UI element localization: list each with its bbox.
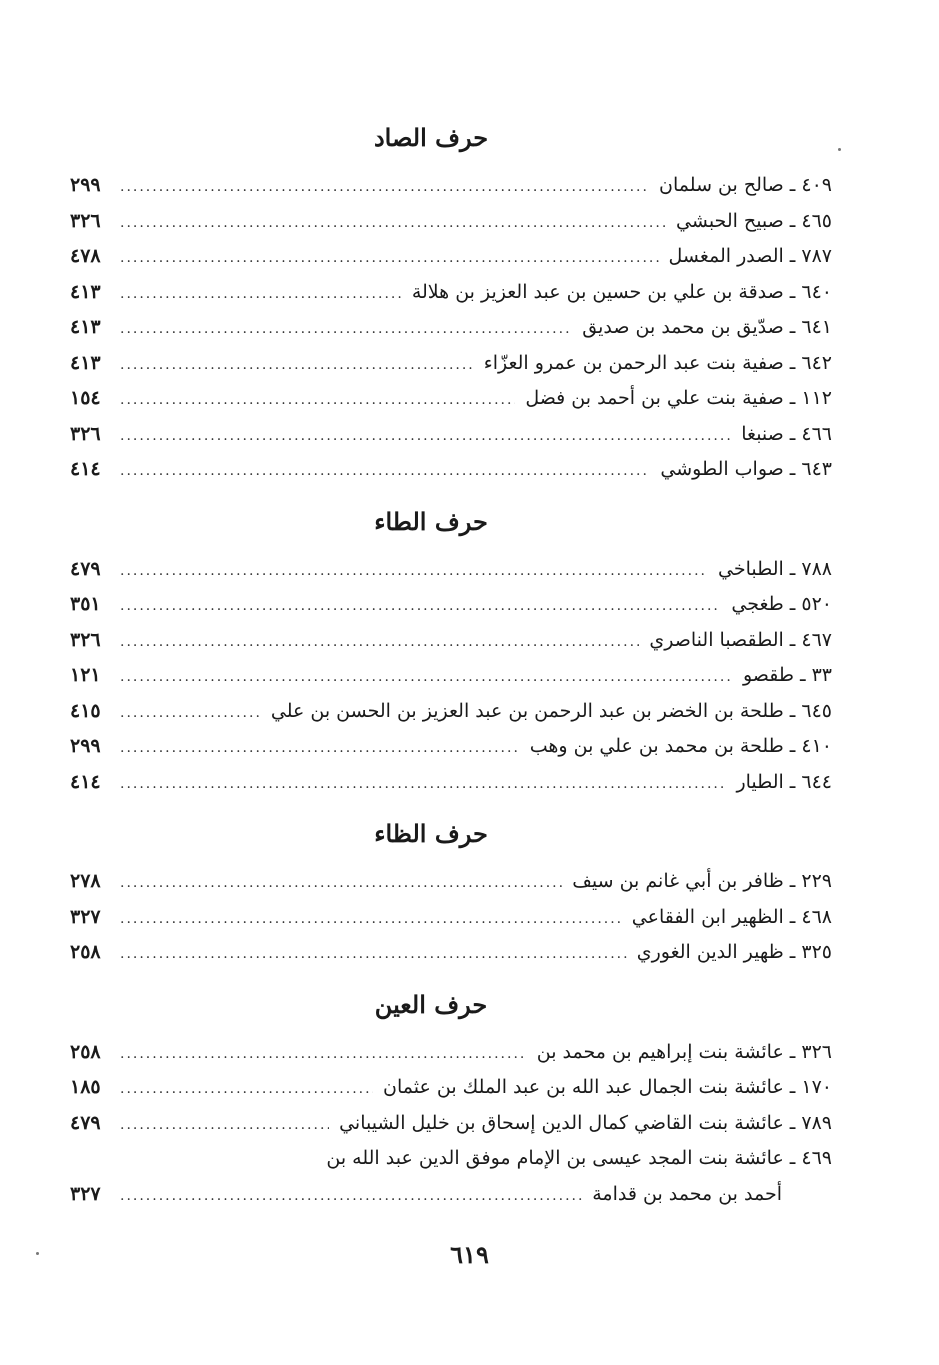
index-entry xyxy=(70,694,832,730)
entry-page-number: ٣٥١ xyxy=(70,593,101,615)
entry-number: ٦٤٥ xyxy=(801,699,832,722)
index-entry xyxy=(70,310,832,346)
entry-number: ٦٤١ xyxy=(801,316,832,338)
dot-leader xyxy=(120,866,562,902)
index-entry xyxy=(70,168,832,204)
dot-leader xyxy=(120,937,627,973)
entry-separator: ـ xyxy=(789,593,796,615)
scan-speck xyxy=(838,148,841,151)
entry-separator: ـ xyxy=(789,1147,796,1169)
dot-leader xyxy=(120,902,622,938)
entry-name: الصدر المغسل xyxy=(668,245,784,267)
entry-page-number: ٤٧٩ xyxy=(70,1111,101,1134)
entry-separator: ـ xyxy=(789,699,796,722)
entry-page-number: ١٢١ xyxy=(70,664,101,686)
entry-separator: ـ xyxy=(789,387,796,409)
index-entry xyxy=(70,452,832,488)
entry-name: صفية بنت علي بن أحمد بن فضل xyxy=(525,387,784,409)
dot-leader xyxy=(120,312,572,348)
entry-page-number: ٤١٥ xyxy=(70,699,101,722)
entry-separator: ـ xyxy=(789,1076,796,1098)
entry-separator: ـ xyxy=(789,316,796,338)
dot-leader xyxy=(120,1072,373,1108)
entry-number: ٣٢٥ xyxy=(801,941,832,963)
entry-number: ٤٦٥ xyxy=(801,209,832,232)
dot-leader xyxy=(120,1108,329,1144)
index-entry xyxy=(70,658,832,694)
entry-number: ٤٦٦ xyxy=(801,422,832,445)
index-entry xyxy=(70,552,832,588)
entry-page-number: ٤١٣ xyxy=(70,351,101,374)
entry-page-number: ٤٧٨ xyxy=(70,245,101,267)
index-entry xyxy=(70,239,832,275)
entry-name: طقصو xyxy=(742,664,794,686)
index-entry xyxy=(70,935,832,971)
section-title: حرف الظاء xyxy=(374,819,488,848)
dot-leader xyxy=(120,625,639,661)
entry-name: صدقة بن علي بن حسين بن عبد العزيز بن هلالة xyxy=(411,280,784,303)
entry-number: ٦٤٠ xyxy=(801,280,832,303)
entry-name: صالح بن سلمان xyxy=(659,174,784,196)
entry-name: الطيار xyxy=(736,770,784,793)
entry-separator: ـ xyxy=(789,1111,796,1134)
entry-separator: ـ xyxy=(789,770,796,793)
section-entries xyxy=(70,864,832,971)
entry-separator: ـ xyxy=(789,422,796,445)
entry-separator: ـ xyxy=(789,209,796,232)
entry-separator: ـ xyxy=(789,870,796,892)
entry-name: طلحة بن محمد بن علي بن وهب xyxy=(529,735,784,757)
index-entry xyxy=(70,765,832,801)
dot-leader xyxy=(120,454,650,490)
entry-separator: ـ xyxy=(789,351,796,374)
index-entry xyxy=(70,864,832,900)
entry-number: ٣٣ xyxy=(811,664,832,686)
entry-name: ظهير الدين الغوري xyxy=(636,941,784,963)
entry-page-number: ٢٥٨ xyxy=(70,941,101,963)
entry-number: ٦٤٢ xyxy=(801,351,832,374)
dot-leader xyxy=(120,170,649,206)
index-entry xyxy=(70,417,832,453)
entry-name: الظهير ابن الفقاعي xyxy=(631,905,784,928)
index-entry xyxy=(70,587,832,623)
section-title: حرف العين xyxy=(374,989,488,1019)
entry-page-number: ٢٩٩ xyxy=(70,735,101,757)
dot-leader xyxy=(120,277,402,313)
index-entry xyxy=(70,1177,832,1211)
entry-page-number: ١٨٥ xyxy=(70,1076,101,1098)
entry-name: عائشة بنت المجد عيسى بن الإمام موفق الدين عبد الله بن xyxy=(326,1147,784,1169)
entry-name: ظافر بن أبي غانم بن سيف xyxy=(572,870,784,892)
entry-separator: ـ xyxy=(789,174,796,196)
index-entry xyxy=(70,1106,832,1142)
dot-leader xyxy=(120,696,261,732)
entry-number: ٤٠٩ xyxy=(801,174,832,196)
index-entry xyxy=(70,729,832,765)
entry-name: طلحة بن الخضر بن عبد الرحمن بن عبد العزيز بن الحسن بن علي xyxy=(270,699,784,722)
entry-number: ٤٦٧ xyxy=(801,628,832,651)
entry-name: صدّيق بن محمد بن صديق xyxy=(582,316,784,338)
dot-leader xyxy=(120,1179,582,1213)
entry-page-number: ٢٥٨ xyxy=(70,1040,101,1063)
entry-name: الطباخي xyxy=(718,557,784,580)
entry-page-number: ٤٧٩ xyxy=(70,557,101,580)
entry-name: صواب الطوشي xyxy=(660,458,784,480)
dot-leader xyxy=(120,348,474,384)
entry-number: ٧٨٧ xyxy=(801,245,832,267)
entry-number: ٦٤٤ xyxy=(801,770,832,793)
entry-separator: ـ xyxy=(789,245,796,267)
entry-number: ٣٢٦ xyxy=(801,1040,832,1063)
entry-number: ٦٤٣ xyxy=(801,458,832,480)
page-number: ٦١٩ xyxy=(450,1240,489,1269)
entry-number: ١١٢ xyxy=(801,387,832,409)
entry-name: طغجي xyxy=(731,593,784,615)
dot-leader xyxy=(120,589,721,625)
dot-leader xyxy=(120,1037,527,1073)
entry-separator: ـ xyxy=(789,458,796,480)
entry-name: صبيح الحبشي xyxy=(676,209,784,232)
entry-name: الطقصبا الناصري xyxy=(649,628,784,651)
index-entry xyxy=(70,275,832,311)
entry-name: أحمد بن محمد بن قدامة xyxy=(592,1182,782,1205)
entry-page-number: ٢٧٨ xyxy=(70,870,101,892)
section-title: حرف الطاء xyxy=(374,506,488,536)
section-entries xyxy=(70,168,832,488)
entry-separator: ـ xyxy=(789,557,796,580)
entry-name: عائشة بنت إبراهيم بن محمد بن xyxy=(536,1040,784,1063)
index-content xyxy=(70,118,832,1225)
entry-number: ٧٨٩ xyxy=(801,1111,832,1134)
entry-number: ٤١٠ xyxy=(801,735,832,757)
entry-page-number: ٣٢٧ xyxy=(70,905,101,928)
index-entry xyxy=(70,204,832,240)
dot-leader xyxy=(120,554,708,590)
entry-number: ٤٦٩ xyxy=(801,1147,832,1169)
entry-page-number: ٣٢٧ xyxy=(70,1182,101,1205)
dot-leader xyxy=(120,383,515,419)
entry-number: ٤٦٨ xyxy=(801,905,832,928)
dot-leader xyxy=(120,660,733,696)
index-entry xyxy=(70,346,832,382)
entry-number: ٧٨٨ xyxy=(801,557,832,580)
entry-name: عائشة بنت القاضي كمال الدين إسحاق بن خليل الشيباني xyxy=(339,1111,784,1134)
entry-page-number: ٤١٣ xyxy=(70,316,101,338)
dot-leader xyxy=(120,241,659,277)
entry-page-number: ٤١٣ xyxy=(70,280,101,303)
entry-separator: ـ xyxy=(789,280,796,303)
entry-number: ٢٢٩ xyxy=(801,870,832,892)
index-entry xyxy=(70,1035,832,1071)
index-entry xyxy=(70,1070,832,1106)
section-entries xyxy=(70,1035,832,1211)
entry-name: صفية بنت عبد الرحمن بن عمرو العزّاء xyxy=(483,351,784,374)
section-title: حرف الصاد xyxy=(373,123,489,152)
entry-page-number: ٣٢٦ xyxy=(70,422,101,445)
index-entry xyxy=(70,381,832,417)
dot-leader xyxy=(120,767,726,803)
entry-number: ٥٢٠ xyxy=(801,593,832,615)
index-entry xyxy=(70,623,832,659)
entry-separator: ـ xyxy=(789,735,796,757)
entry-name: صنبغا xyxy=(741,422,784,445)
entry-separator: ـ xyxy=(789,941,796,963)
entry-page-number: ٣٢٦ xyxy=(70,628,101,651)
index-entry xyxy=(70,1141,832,1177)
dot-leader xyxy=(120,419,731,455)
entry-page-number: ٣٢٦ xyxy=(70,209,101,232)
entry-separator: ـ xyxy=(789,1040,796,1063)
entry-number: ١٧٠ xyxy=(801,1076,832,1098)
index-entry xyxy=(70,900,832,936)
entry-separator: ـ xyxy=(800,664,806,686)
section-entries xyxy=(70,552,832,801)
entry-page-number: ٤١٤ xyxy=(70,458,101,480)
entry-name: عائشة بنت الجمال عبد الله بن عبد الملك بن عثمان xyxy=(383,1076,784,1098)
entry-page-number: ١٥٤ xyxy=(70,387,101,409)
dot-leader xyxy=(120,731,520,767)
entry-page-number: ٢٩٩ xyxy=(70,174,101,196)
entry-separator: ـ xyxy=(789,905,796,928)
dot-leader xyxy=(120,206,666,242)
entry-page-number: ٤١٤ xyxy=(70,770,101,793)
entry-separator: ـ xyxy=(789,628,796,651)
